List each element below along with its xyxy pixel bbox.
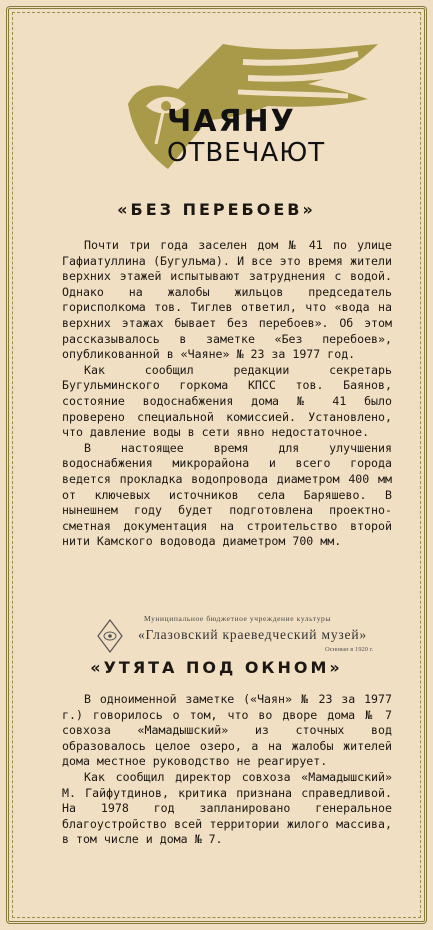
article2-body [62,692,392,848]
article2-paragraph: Как сообщил директор совхоза «Мамадышский» М. Гайфутдинов, критика признана справедливой. На 1978 год запланировано генеральное благоустройство всей территории жилого массива, в том числе и дома № 7. [62,769,392,847]
stamp-museum-name: «Глазовский краеведческий музей» [138,627,367,642]
article1-paragraph: Как сообщил редакции секретарь Бугульминского горкома КПСС тов. Баянов, состояние водоснабжения дома № 41 было проверено специальной комиссией. Установлено, что давление воды в сети явно недостаточное. [62,362,392,440]
stamp-founded: Основан в 1920 г. [325,646,374,653]
logo-title-line2: ОТВЕЧАЮТ [167,138,326,168]
article2-title: «УТЯТА ПОД ОКНОМ» [90,658,343,677]
article1-paragraph: Почти три года заселен дом № 41 по улице Гафиатуллина (Бугульма). И все это время жители верхних этажей испытывают затруднения с водой. Однако на жалобы жильцов председатель горисполкома тов. Тиглев ответил, что «вода на верхних этажах бывает без перебоев». Об этом рассказывалось в заметке «Без перебоев», опубликованной в «Чаяне» № 23 за 1977 год. [62,238,392,362]
logo-title-line1: ЧАЯНУ [167,104,296,139]
stamp-institution: Муниципальное бюджетное учреждение культуры [144,614,332,623]
article2-paragraph: В одноименной заметке («Чаян» № 23 за 1977 г.) говорилось о том, что во дворе дома № 7 совхоза «Мамадышский» из сточных вод образовалось целое озеро, а на жалобы жителей дома местное руководство не реагирует. [62,692,392,769]
article1-body [62,238,392,550]
article1-paragraph: В настоящее время для улучшения водоснабжения микрорайона и всего города ведется прокладка водопровода диаметром 400 мм от ключевых источников села Баряшево. В нынешнем году будет подготовлена проектно-сметная документация на строительство второй нити Камского водовода диаметром 700 мм. [62,440,392,549]
article1-title: «БЕЗ ПЕРЕБОЕВ» [117,200,316,219]
